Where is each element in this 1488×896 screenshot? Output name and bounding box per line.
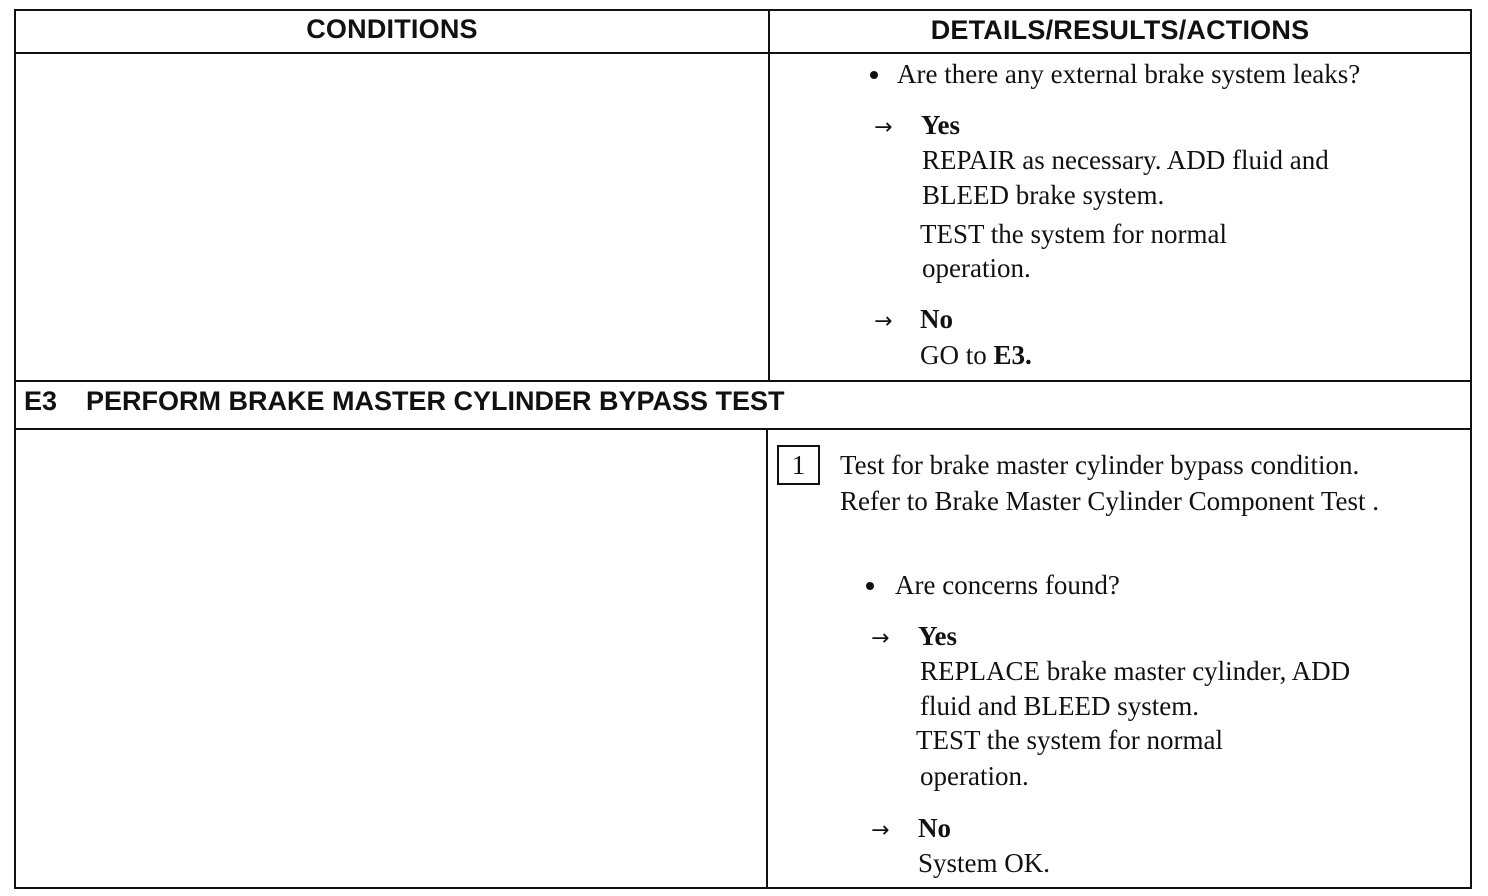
e3-title: PERFORM BRAKE MASTER CYLINDER BYPASS TEST xyxy=(86,386,785,416)
arrow-right-icon: → xyxy=(871,818,890,843)
bullet-icon xyxy=(870,71,878,79)
table-frame xyxy=(14,9,1472,889)
arrow-right-icon: → xyxy=(874,115,893,140)
e2-yes-label: Yes xyxy=(921,110,960,140)
e3-step-line2: Refer to Brake Master Cylinder Component Test . xyxy=(840,486,1379,516)
e3-yes-test-line1: TEST the system for normal xyxy=(916,725,1223,755)
e2-yes-action-line2: BLEED brake system. xyxy=(922,180,1165,210)
arrow-right-icon: → xyxy=(871,626,890,651)
e3-no-action: System OK. xyxy=(918,848,1051,878)
e3-step-title xyxy=(24,386,785,417)
conditions-header: CONDITIONS xyxy=(306,14,478,44)
e3-question: Are concerns found? xyxy=(895,570,1120,600)
details-header: DETAILS/RESULTS/ACTIONS xyxy=(930,15,1310,45)
e3-title-divider xyxy=(14,428,1472,430)
e3-code: E3 xyxy=(24,386,58,416)
e3-step-line1: Test for brake master cylinder bypass condition. xyxy=(840,450,1360,480)
bullet-icon xyxy=(866,582,874,590)
column-divider-bottom xyxy=(766,428,768,889)
e3-top-divider xyxy=(14,380,1472,382)
header-divider xyxy=(14,52,1472,54)
e3-yes-action-line1: REPLACE brake master cylinder, ADD xyxy=(920,656,1351,686)
e2-no-action xyxy=(920,340,1032,371)
e2-yes-test-line1: TEST the system for normal xyxy=(920,219,1227,249)
column-divider-top xyxy=(768,9,770,382)
e2-no-action-prefix: GO to xyxy=(920,340,994,370)
e2-yes-action-line1: REPAIR as necessary. ADD fluid and xyxy=(922,145,1329,175)
step-number-box: 1 xyxy=(777,445,820,485)
e3-no-label: No xyxy=(918,813,951,843)
e3-yes-test-line2: operation. xyxy=(920,761,1029,791)
e2-no-label: No xyxy=(920,304,953,334)
arrow-right-icon: → xyxy=(874,309,893,334)
e2-question: Are there any external brake system leaks? xyxy=(897,59,1361,89)
e2-no-action-target: E3. xyxy=(993,340,1032,370)
e3-yes-action-line2: fluid and BLEED system. xyxy=(920,691,1199,721)
e3-yes-label: Yes xyxy=(918,621,957,651)
e2-yes-test-line2: operation. xyxy=(922,253,1031,283)
